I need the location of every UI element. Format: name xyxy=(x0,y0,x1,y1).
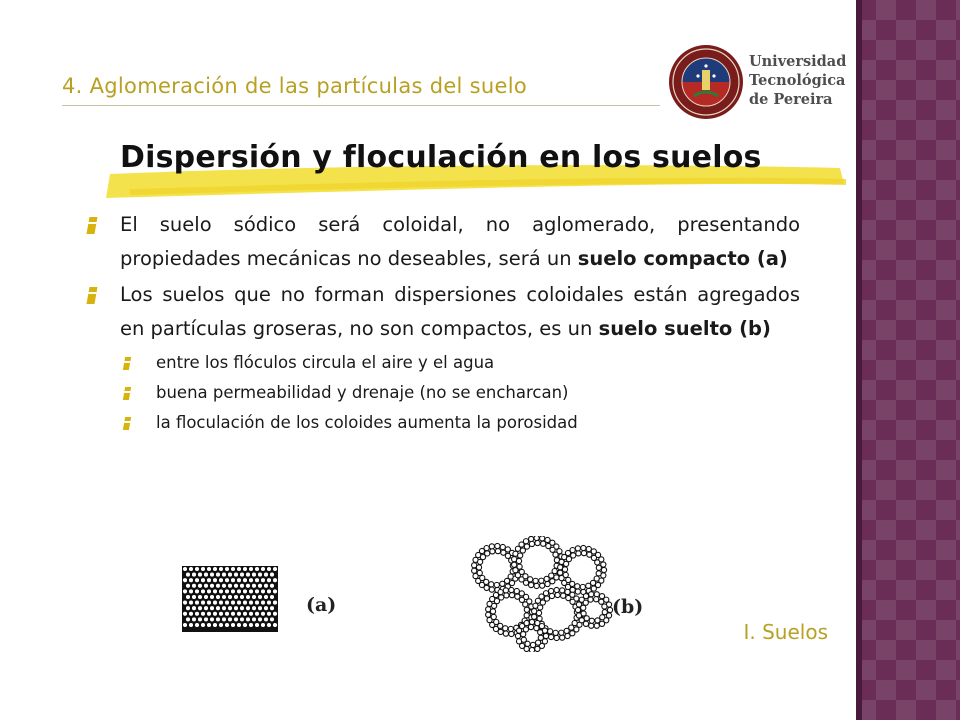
sub-bullet-marker-icon xyxy=(123,387,131,400)
section-divider xyxy=(62,105,660,106)
sub-bullet-item xyxy=(124,348,800,378)
bullet-text: Los suelos que no forman dispersiones coloidales están agregados en partículas groseras, no son compactos, es un xyxy=(120,283,800,340)
university-name-line3: de Pereira xyxy=(749,91,833,108)
sub-bullet-item xyxy=(124,408,800,438)
sub-bullet-text: buena permeabilidad y drenaje (no se encharcan) xyxy=(156,383,569,402)
bullet-bold-term: suelo suelto (b) xyxy=(598,317,771,340)
university-name xyxy=(749,52,846,109)
compact-soil-illustration xyxy=(182,566,278,632)
sub-bullet-marker-icon xyxy=(123,357,131,370)
bullet-item xyxy=(88,278,800,346)
sub-bullet-marker-icon xyxy=(123,417,131,430)
university-name-line1: Universidad xyxy=(749,53,847,70)
figure-label-a: (a) xyxy=(306,594,337,616)
bullet-marker-icon xyxy=(87,217,98,234)
slide-heading: Dispersión y floculación en los suelos xyxy=(120,140,762,175)
bullet-list xyxy=(88,208,800,438)
bullet-bold-term: suelo compacto (a) xyxy=(577,247,788,270)
loose-soil-illustration xyxy=(466,536,616,652)
soil-structure-figure xyxy=(120,520,680,660)
sub-bullet-text: la floculación de los coloides aumenta la porosidad xyxy=(156,413,578,432)
section-title: 4. Aglomeración de las partículas del suelo xyxy=(62,74,528,98)
bullet-marker-icon xyxy=(87,287,98,304)
university-seal-icon xyxy=(668,44,744,120)
bullet-text: El suelo sódico será coloidal, no aglomerado, presentando propiedades mecánicas no deseables, será un xyxy=(120,213,800,270)
university-logo xyxy=(668,44,850,120)
figure-label-b: (b) xyxy=(612,596,644,618)
university-name-line2: Tecnológica xyxy=(749,72,846,89)
bullet-item xyxy=(88,208,800,276)
side-decoration-panel xyxy=(856,0,960,720)
sub-bullet-item xyxy=(124,378,800,408)
sub-bullet-text: entre los flóculos circula el aire y el agua xyxy=(156,353,495,372)
footer-label: I. Suelos xyxy=(743,620,828,644)
